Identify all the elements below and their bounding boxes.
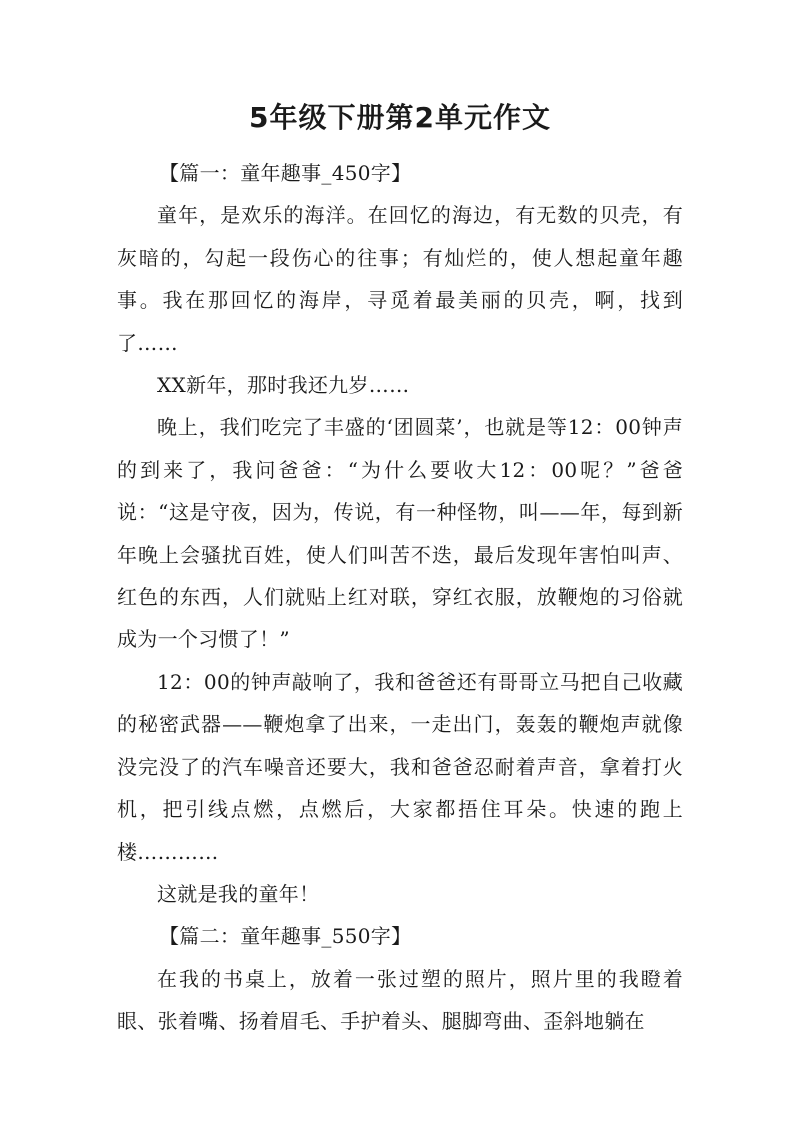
paragraph: 童年，是欢乐的海洋。在回忆的海边，有无数的贝壳，有灰暗的，勾起一段伤心的往事；有灿烂的，使人想起童年趣事。我在那回忆的海岸，寻觅着最美丽的贝壳，啊，找到了…… <box>117 203 683 355</box>
document-title: 5年级下册第2单元作文 <box>249 101 551 134</box>
document-body <box>117 152 683 1043</box>
paragraph: 这就是我的童年！ <box>157 881 320 906</box>
paragraph: 晚上，我们吃完了丰盛的‘团圆菜’，也就是等12：00钟声的到来了，我问爸爸：“为什么要收大12：00呢？”爸爸说：“这是守夜，因为，传说，有一种怪物，叫——年，每到新年晚上会骚扰百姓，使人们叫苦不迭，最后发现年害怕叫声、红色的东西，人们就贴上红对联，穿红衣服，放鞭炮的习俗就成为一个习惯了！” <box>117 415 683 652</box>
paragraph: 12：00的钟声敲响了，我和爸爸还有哥哥立马把自己收藏的秘密武器——鞭炮拿了出来，一走出门，轰轰的鞭炮声就像没完没了的汽车噪音还要大，我和爸爸忍耐着声音，拿着打火机，把引线点燃，点燃后，大家都捂住耳朵。快速的跑上楼………… <box>117 669 683 864</box>
section-heading-2: 【篇二：童年趣事_550字】 <box>159 924 412 949</box>
section-heading-1: 【篇一：童年趣事_450字】 <box>159 161 412 185</box>
paragraph: XX新年，那时我还九岁…… <box>157 373 410 398</box>
paragraph: 在我的书桌上，放着一张过塑的照片，照片里的我瞪着眼、张着嘴、扬着眉毛、手护着头、腿脚弯曲、歪斜地躺在 <box>117 966 683 1034</box>
